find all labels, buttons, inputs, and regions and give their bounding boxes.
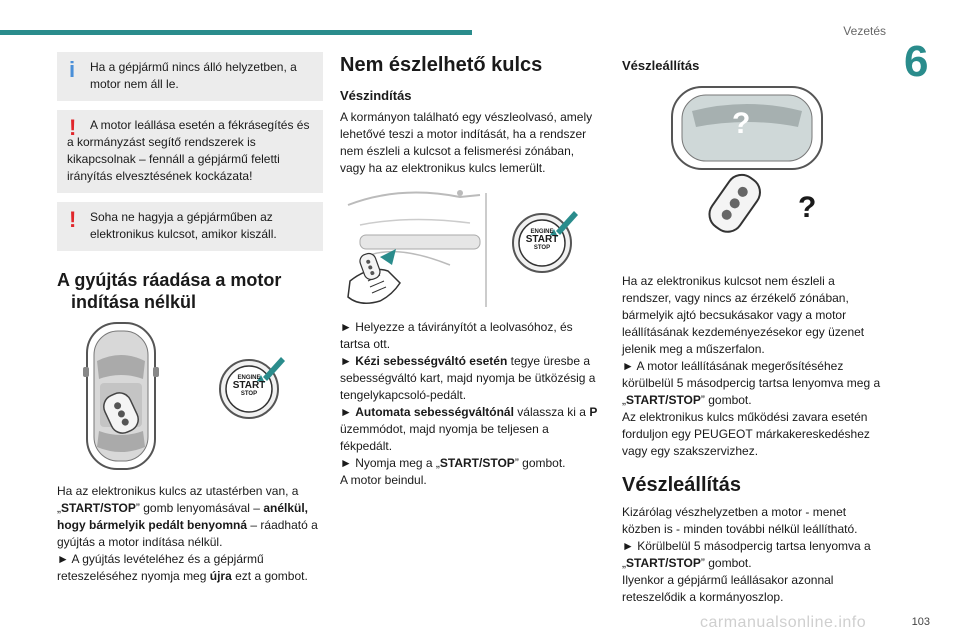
question-mark-icon: ? [798,191,817,224]
keyless-ignition-figure [57,321,323,471]
info-note [57,52,323,101]
section-heading: Vészleállítás [622,474,741,496]
step: ► Automata sebességváltónál válassza ki a P üzemmódot, majd nyomja be teljesen a fékpedált. [340,405,598,453]
warning-note [57,202,323,251]
paragraph: Az elektronikus kulcs működési zavara esetén forduljon egy PEUGEOT márkakereskedéshez vagy egy szakszervizhez. [622,410,870,458]
chapter-number: 6 [904,37,929,86]
key-fob-icon [704,169,766,238]
start-stop-button-icon: ENGINE START STOP [508,205,578,275]
step: ► Kézi sebességváltó esetén tegye üresbe a sebességváltó kart, majd nyomja be ütközésig a tengelykapcsoló-pedált. [340,354,596,402]
watermark: carmanualsonline.info [700,614,867,631]
page-number: 103 [911,616,930,628]
paragraph: ► A gyújtás levételéhez és a gépjármű reteszeléséhez nyomja meg újra ezt a gombot. [57,552,308,583]
step: ► Körülbelül 5 másodpercig tartsa lenyomva a „START/STOP” gombot. [622,539,871,570]
subsection-heading: Vészindítás [340,88,412,103]
paragraph: A motor beindul. [340,473,427,487]
section-heading: A gyújtás ráadása a motor indítása nélkül [57,270,282,312]
warning-note-text: A motor leállása esetén a fékrásegítés és a kormányzást segítő rendszerek is kikapcsolnak – fennáll a gépjármű feletti irányítás elvesztésének kockázata! [67,118,310,183]
question-mark-icon: ? [732,107,751,140]
info-icon: i [69,57,76,82]
step: ► A motor leállításának megerősítéséhez körülbelül 5 másodpercig tartsa lenyomva meg a „START/STOP” gombot. [622,359,881,407]
paragraph: Ha az elektronikus kulcs az utastérben van, a „START/STOP” gomb lenyomásával – anélkül, hogy bármelyik pedált benyomná – ráadható a gyújtás a motor indítása nélkül. [57,484,318,549]
paragraph: Ilyenkor a gépjármű leállásakor azonnal reteszelődik a kormányoszlop. [622,573,834,604]
step: ► Helyezze a távirányítót a leolvasóhoz, és tartsa ott. [340,320,573,351]
header-accent-bar [0,30,472,35]
column-1 [57,52,323,585]
emergency-start-figure [340,185,602,315]
info-note-text: Ha a gépjármű nincs álló helyzetben, a motor nem áll le. [90,60,297,91]
section-title: Vezetés [843,24,886,38]
car-and-key-illustration [622,81,884,251]
paragraph: A kormányon található egy vészleolvasó, amely lehetővé teszi a motor indítását, ha a rendszer nem észleli a kulcsot a felismerési zónában, vagy ha az elektronikus kulcs lemerült. [340,110,593,175]
warning-icon: ! [69,207,77,232]
warning-icon: ! [69,115,77,140]
paragraph: Ha az elektronikus kulcsot nem észleli a rendszer, vagy nincs az érzékelő zónában, bármelyik ajtó becsukásakor vagy a motor leállításának kezdeményezésekor egy üzenet jelenik meg a műszerfalon. [622,274,865,356]
undetected-key-figure [622,81,884,251]
column-3 [622,52,884,606]
start-stop-button-icon: ENGINE START STOP [215,351,285,421]
section-heading: Nem észlelhető kulcs [340,54,543,76]
warning-note-text: Soha ne hagyja a gépjárműben az elektronikus kulcsot, amikor kiszáll. [90,210,277,241]
paragraph: Kizárólag vészhelyzetben a motor - menet közben is - minden további nélkül leállítható. [622,505,858,536]
subsection-heading: Vészleállítás [622,58,700,73]
warning-note [57,110,323,193]
step: ► Nyomja meg a „START/STOP” gombot. [340,456,566,470]
column-2 [340,52,602,489]
